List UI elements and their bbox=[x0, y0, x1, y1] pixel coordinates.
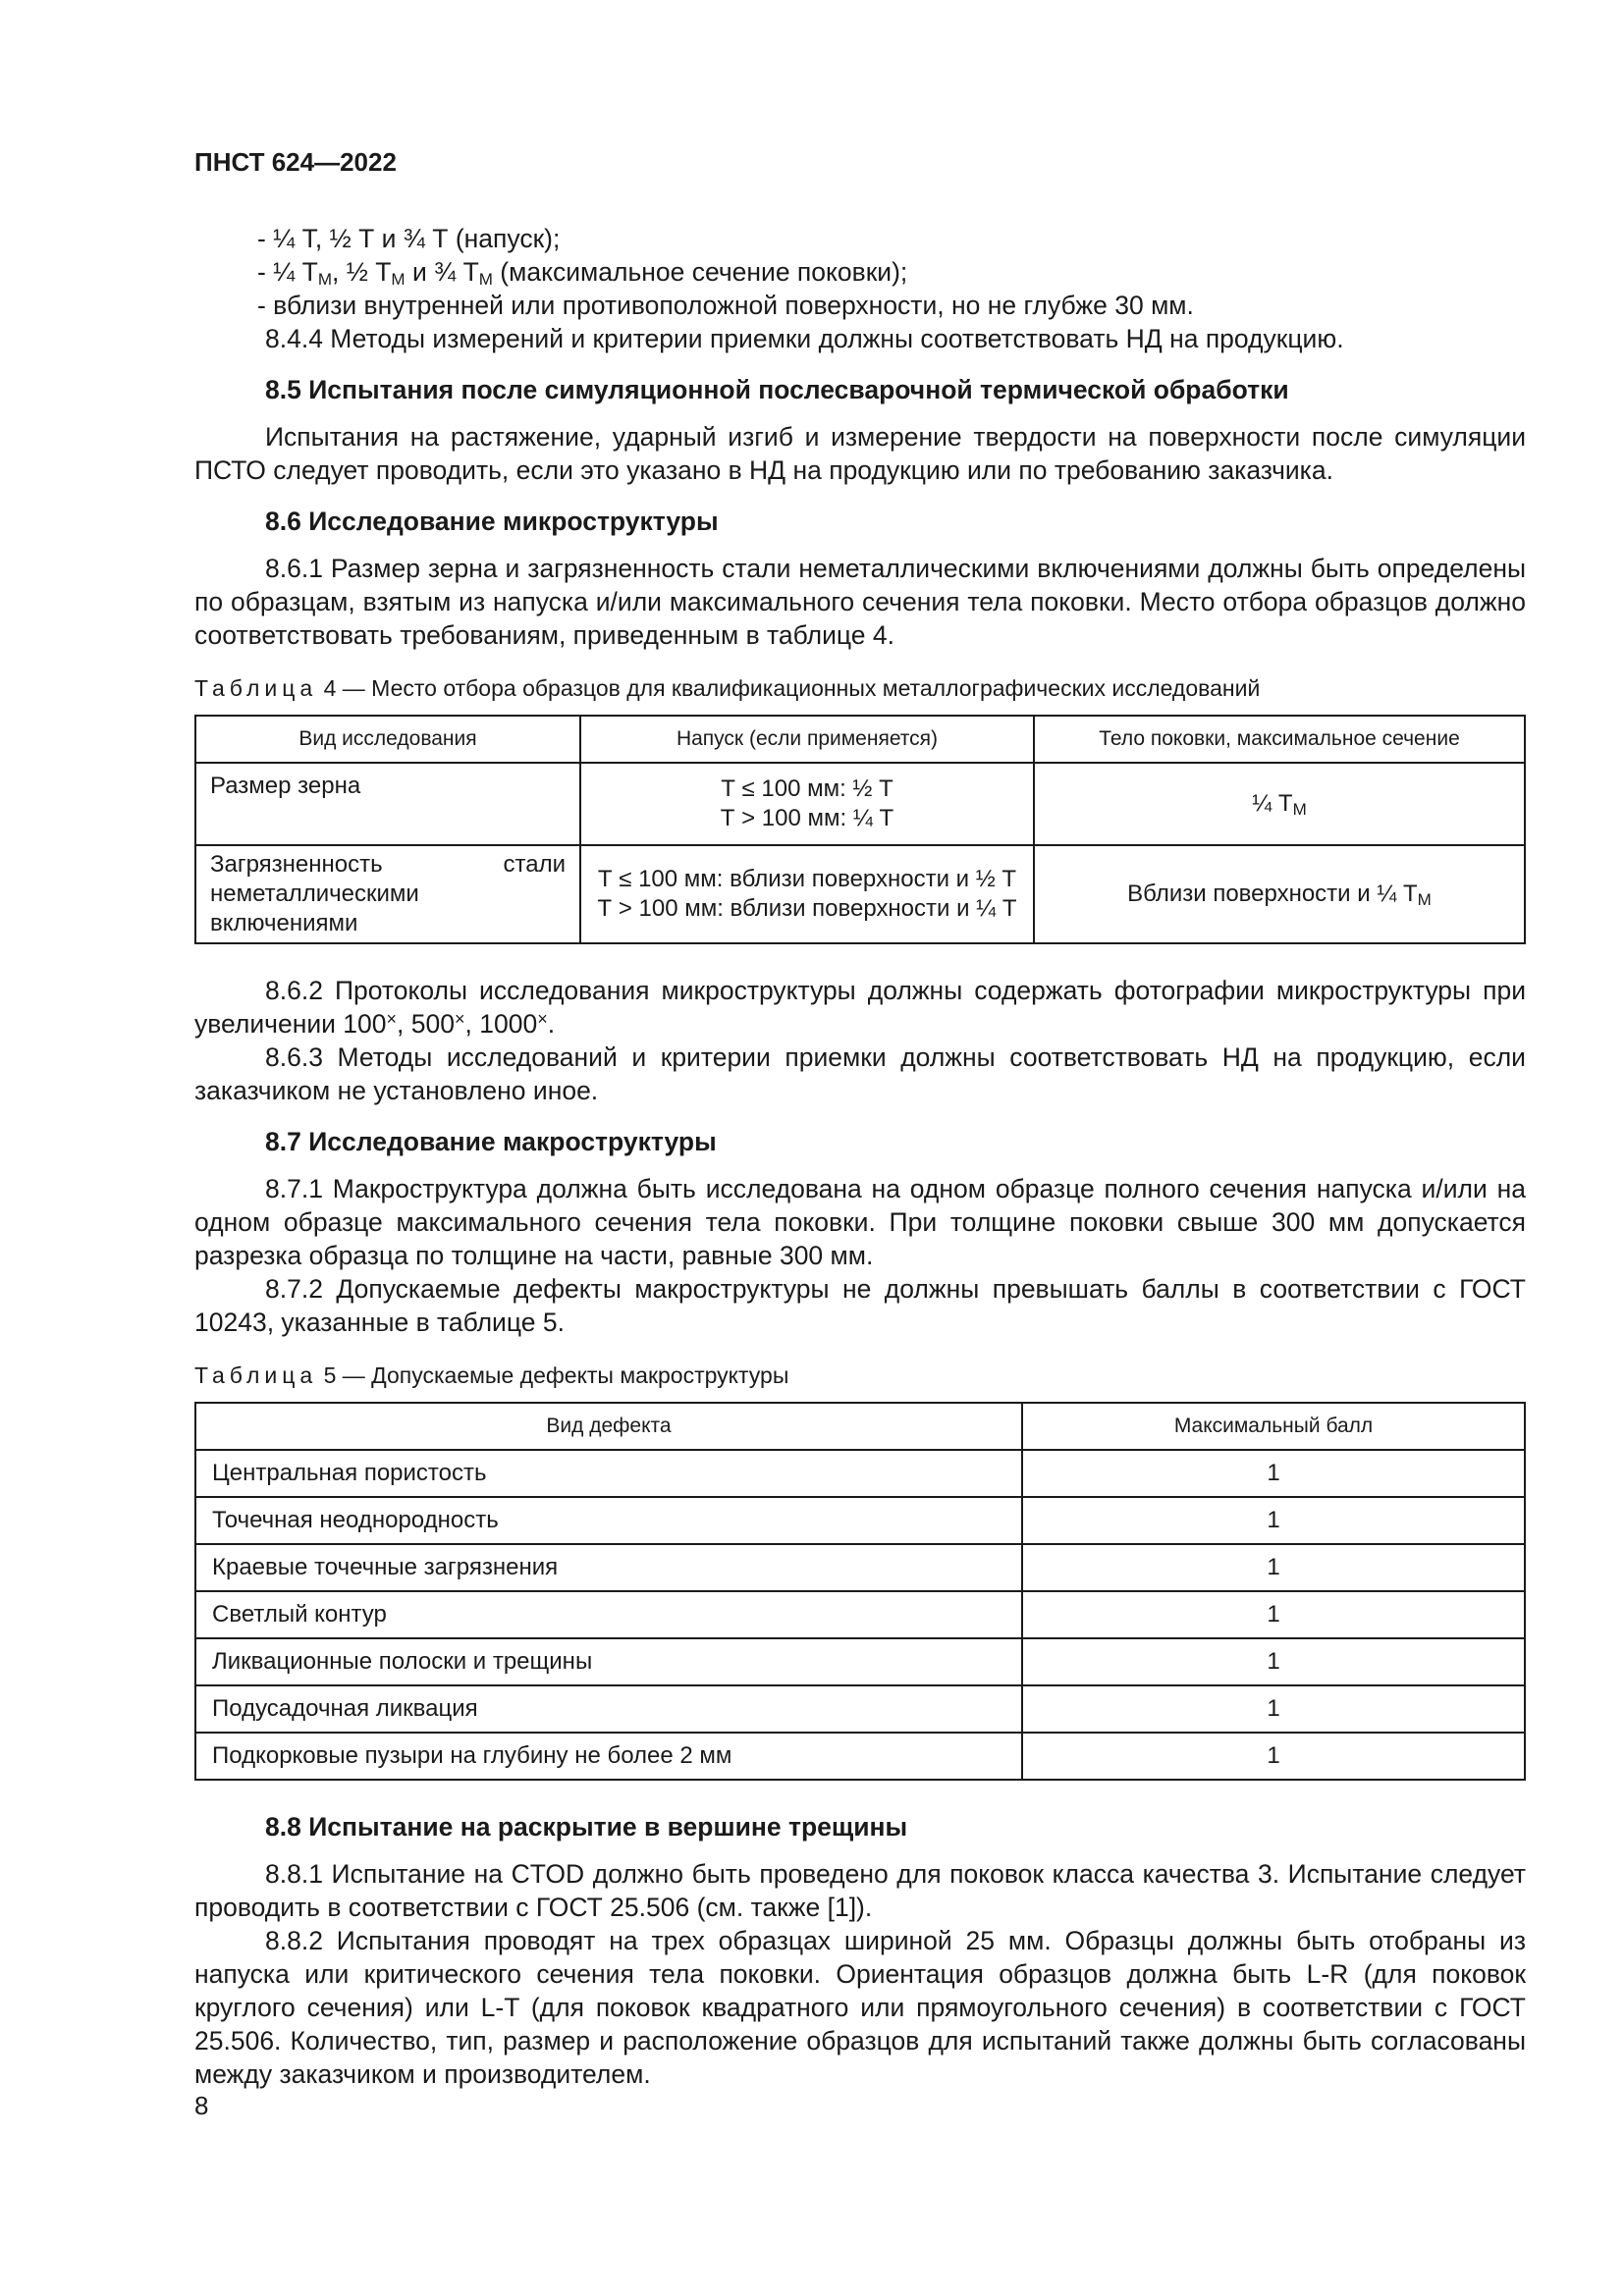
document-header: ПНСТ 624—2022 bbox=[194, 147, 397, 177]
table-cell: Точечная неоднородность bbox=[195, 1497, 1022, 1544]
table-cell: Размер зерна bbox=[195, 763, 580, 845]
table-row bbox=[195, 1544, 1525, 1591]
table-4-caption: Таблица 4 — Место отбора образцов для квалификационных металлографических исследований bbox=[194, 675, 1261, 701]
table-cell: Т ≤ 100 мм: вблизи поверхности и ½ Т Т > 100 мм: вблизи поверхности и ¼ Т bbox=[580, 845, 1034, 943]
table-cell: 1 bbox=[1022, 1685, 1525, 1733]
table-row bbox=[195, 845, 1525, 943]
table-cell: 1 bbox=[1022, 1733, 1525, 1780]
list-item: - ¼ $Т_М$, ½ $Т_М$ и ¾ $Т_М$ (максимальное сечение поковки); bbox=[257, 257, 908, 289]
table-row bbox=[195, 1450, 1525, 1497]
table-row bbox=[195, 1591, 1525, 1638]
table-cell: Т ≤ 100 мм: ½ Т Т > 100 мм: ¼ Т bbox=[580, 763, 1034, 845]
paragraph-8-6-3: 8.6.3 Методы исследований и критерии приемки должны соответствовать НД на продукцию, если заказчиком не установлено иное. bbox=[194, 1042, 1526, 1105]
table-cell: 1 bbox=[1022, 1591, 1525, 1638]
list-item: - ¼ Т, ½ Т и ¾ Т (напуск); bbox=[257, 224, 561, 253]
table-cell: Светлый контур bbox=[195, 1591, 1022, 1638]
table-cell: Ликвационные полоски и трещины bbox=[195, 1638, 1022, 1685]
paragraph-8-5: Испытания на растяжение, ударный изгиб и измерение твердости на поверхности после симуляции ПСТО следует проводить, если это указано в НД на продукцию или по требованию заказчика. bbox=[194, 422, 1526, 485]
table-cell: Подкорковые пузыри на глубину не более 2 мм bbox=[195, 1733, 1022, 1780]
table-header-cell: Напуск (если применяется) bbox=[580, 716, 1034, 763]
table-header-cell: Максимальный балл bbox=[1022, 1403, 1525, 1450]
table-row bbox=[195, 1733, 1525, 1780]
paragraph-8-8-2: 8.8.2 Испытания проводят на трех образцах шириной 25 мм. Образцы должны быть отобраны из напуска или критического сечения тела поковки. Ориентация образцов должна быть L-R (для поковок круглого сечения) или L-T (для поковок квадратного или прямоугольного сечения) в соответствии с ГОСТ 25.506. Количество, тип, размер и расположение образцов для испытаний также должны быть согласованы между заказчиком и производителем. bbox=[194, 1926, 1526, 2089]
table-header-cell: Вид дефекта bbox=[195, 1403, 1022, 1450]
page-number: 8 bbox=[194, 2091, 209, 2120]
table-header-cell: Тело поковки, максимальное сечение bbox=[1034, 716, 1525, 763]
paragraph-8-6-1: 8.6.1 Размер зерна и загрязненность стали неметаллическими включениями должны быть определены по образцам, взятым из напуска и/или максимального сечения тела поковки. Место отбора образцов должно соответствовать требованиям, приведенным в таблице 4. bbox=[194, 554, 1526, 650]
paragraph-8-6-2: 8.6.2 Протоколы исследования микроструктуры должны содержать фотографии микроструктуры при увеличении 100×, 500×, 1000×. bbox=[194, 976, 1526, 1039]
table-header-row bbox=[195, 716, 1525, 763]
table-cell: 1 bbox=[1022, 1638, 1525, 1685]
section-title-8-8: 8.8 Испытание на раскрытие в вершине трещины bbox=[265, 1812, 908, 1842]
table-cell: Загрязненность стали неметаллическими включениями bbox=[195, 845, 580, 943]
table-cell: 1 bbox=[1022, 1544, 1525, 1591]
table-5 bbox=[194, 1402, 1526, 1781]
table-header-cell: Вид исследования bbox=[195, 716, 580, 763]
section-title-8-5: 8.5 Испытания после симуляционной послесварочной термической обработки bbox=[265, 375, 1289, 404]
table-header-row bbox=[195, 1403, 1525, 1450]
table-5-caption: Таблица 5 — Допускаемые дефекты макроструктуры bbox=[194, 1362, 789, 1388]
list-item: - вблизи внутренней или противоположной поверхности, но не глубже 30 мм. bbox=[257, 291, 1194, 320]
table-cell: Вблизи поверхности и ¼ $Т_М$ bbox=[1034, 845, 1525, 943]
table-row bbox=[195, 1638, 1525, 1685]
table-row bbox=[195, 763, 1525, 845]
paragraph-8-8-1: 8.8.1 Испытание на CTOD должно быть проведено для поковок класса качества 3. Испытание следует проводить в соответствии с ГОСТ 25.506 (см. также [1]). bbox=[194, 1859, 1526, 1922]
paragraph-8-7-1: 8.7.1 Макроструктура должна быть исследована на одном образце полного сечения напуска и/или на одном образце максимального сечения тела поковки. При толщине поковки свыше 300 мм допускается разрезка образца по толщине на части, равные 300 мм. bbox=[194, 1174, 1526, 1270]
section-title-8-6: 8.6 Исследование микроструктуры bbox=[265, 507, 719, 536]
table-cell: 1 bbox=[1022, 1497, 1525, 1544]
table-4 bbox=[194, 715, 1526, 944]
table-cell: 1 bbox=[1022, 1450, 1525, 1497]
table-cell: Краевые точечные загрязнения bbox=[195, 1544, 1022, 1591]
table-cell: Подусадочная ликвация bbox=[195, 1685, 1022, 1733]
table-row bbox=[195, 1497, 1525, 1544]
section-title-8-7: 8.7 Исследование макроструктуры bbox=[265, 1127, 717, 1156]
table-cell: ¼ $Т_М$ bbox=[1034, 763, 1525, 845]
paragraph-8-7-2: 8.7.2 Допускаемые дефекты макроструктуры не должны превышать баллы в соответствии с ГОСТ 10243, указанные в таблице 5. bbox=[194, 1274, 1526, 1337]
table-row bbox=[195, 1685, 1525, 1733]
paragraph-8-4-4: 8.4.4 Методы измерений и критерии приемки должны соответствовать НД на продукцию. bbox=[265, 324, 1344, 353]
document-body bbox=[194, 222, 1526, 2091]
table-cell: Центральная пористость bbox=[195, 1450, 1022, 1497]
